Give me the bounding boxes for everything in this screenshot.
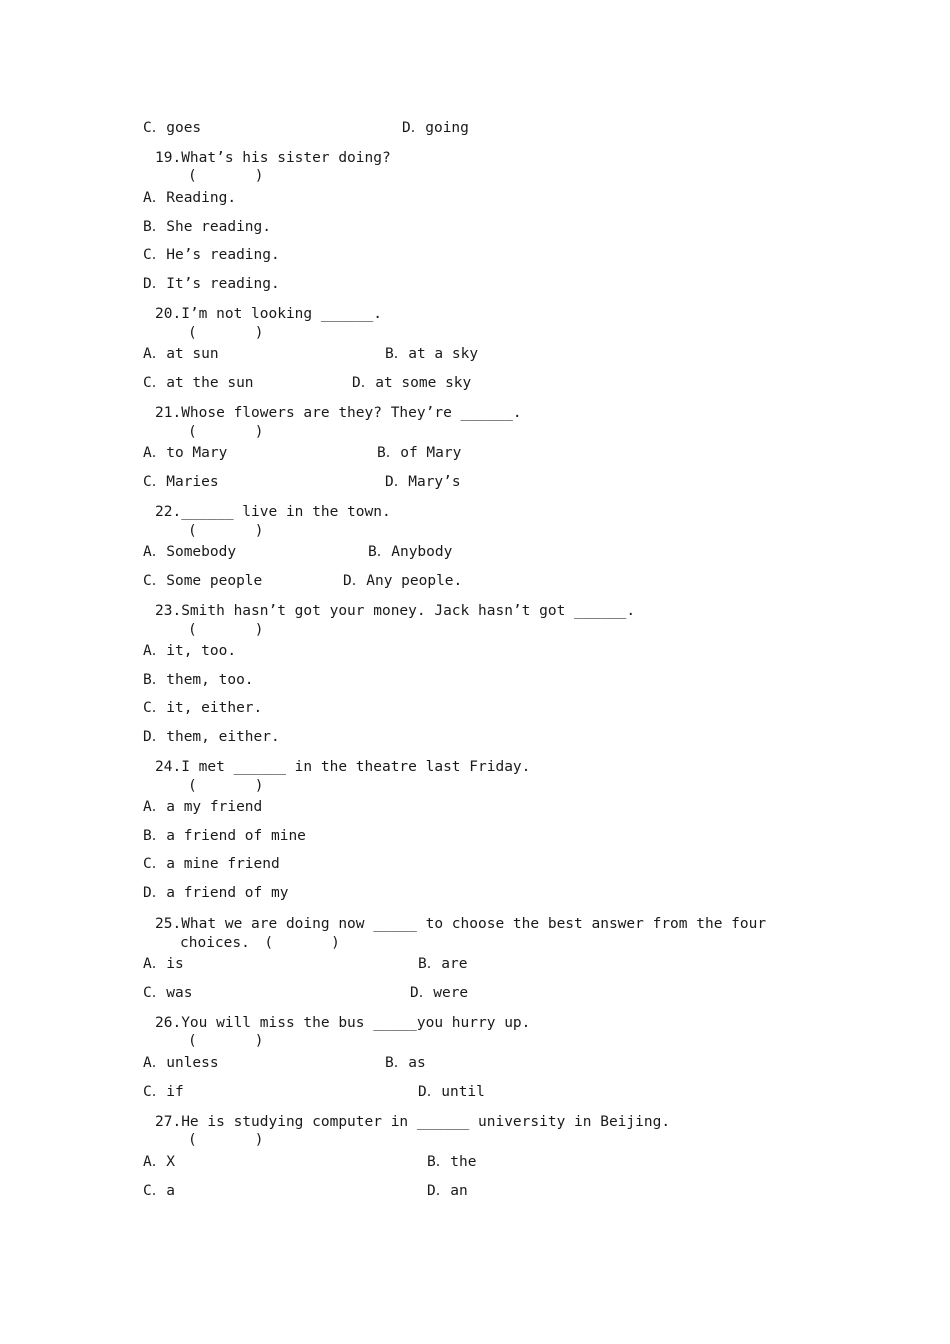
question-24: 24.I met ______ in the theatre last Friday. [155,759,531,775]
question-27: 27.He is studying computer in ______ university in Beijing. [155,1114,671,1130]
option-20a: A．at sun [143,346,219,362]
question-19: 19.What’s his sister doing? [155,150,391,166]
option-20c: C．at the sun [143,375,254,391]
option-23b: B．them, too. [143,672,254,688]
option-21a: A．to Mary [143,445,228,461]
question-25: 25.What we are doing now _____ to choose the best answer from the four [155,916,767,932]
option-23d: D．them, either. [143,729,280,745]
answer-blank-21: ( ) [188,424,264,440]
option-24b: B．a friend of mine [143,828,306,844]
option-26a: A．unless [143,1055,219,1071]
option-21d: D．Mary’s [385,474,461,490]
option-22c: C．Some people [143,573,263,589]
option-27c: C．a [143,1183,175,1199]
answer-blank-20: ( ) [188,325,264,341]
option-26d: D．until [418,1084,485,1100]
option-24c: C．a mine friend [143,856,280,872]
question-23: 23.Smith hasn’t got your money. Jack hasn’t got ______. [155,603,636,619]
question-26: 26.You will miss the bus _____you hurry up. [155,1015,531,1031]
option-20d: D．at some sky [352,375,472,391]
option-26c: C．if [143,1084,184,1100]
answer-blank-27: ( ) [188,1132,264,1148]
option-19d: D．It’s reading. [143,276,280,292]
answer-blank-26: ( ) [188,1033,264,1049]
option-18d: D．going [402,120,469,136]
option-20b: B．at a sky [385,346,479,362]
option-25b: B．are [418,956,468,972]
question-20: 20.I’m not looking ______. [155,306,382,322]
question-21: 21.Whose flowers are they? They’re ______. [155,405,522,421]
answer-blank-23: ( ) [188,622,264,638]
answer-blank-19: ( ) [188,168,264,184]
option-21c: C．Maries [143,474,219,490]
option-19c: C．He’s reading. [143,247,280,263]
option-25a: A．is [143,956,184,972]
option-27b: B．the [427,1154,477,1170]
answer-blank-22: ( ) [188,523,264,539]
option-25d: D．were [410,985,469,1001]
option-21b: B．of Mary [377,445,462,461]
option-24d: D．a friend of my [143,885,289,901]
option-22b: B．Anybody [368,544,453,560]
option-22a: A．Somebody [143,544,237,560]
option-19a: A．Reading. [143,190,237,206]
option-27a: A．X [143,1154,175,1170]
question-22: 22.______ live in the town. [155,504,391,520]
option-24a: A．a my friend [143,799,263,815]
answer-blank-24: ( ) [188,778,264,794]
question-25-continued: choices. ( ) [180,935,340,951]
option-19b: B．She reading. [143,219,271,235]
option-25c: C．was [143,985,193,1001]
option-26b: B．as [385,1055,426,1071]
option-22d: D．Any people. [343,573,463,589]
option-18c: C．goes [143,120,202,136]
option-27d: D．an [427,1183,468,1199]
option-23a: A．it, too. [143,643,237,659]
option-23c: C．it, either. [143,700,263,716]
